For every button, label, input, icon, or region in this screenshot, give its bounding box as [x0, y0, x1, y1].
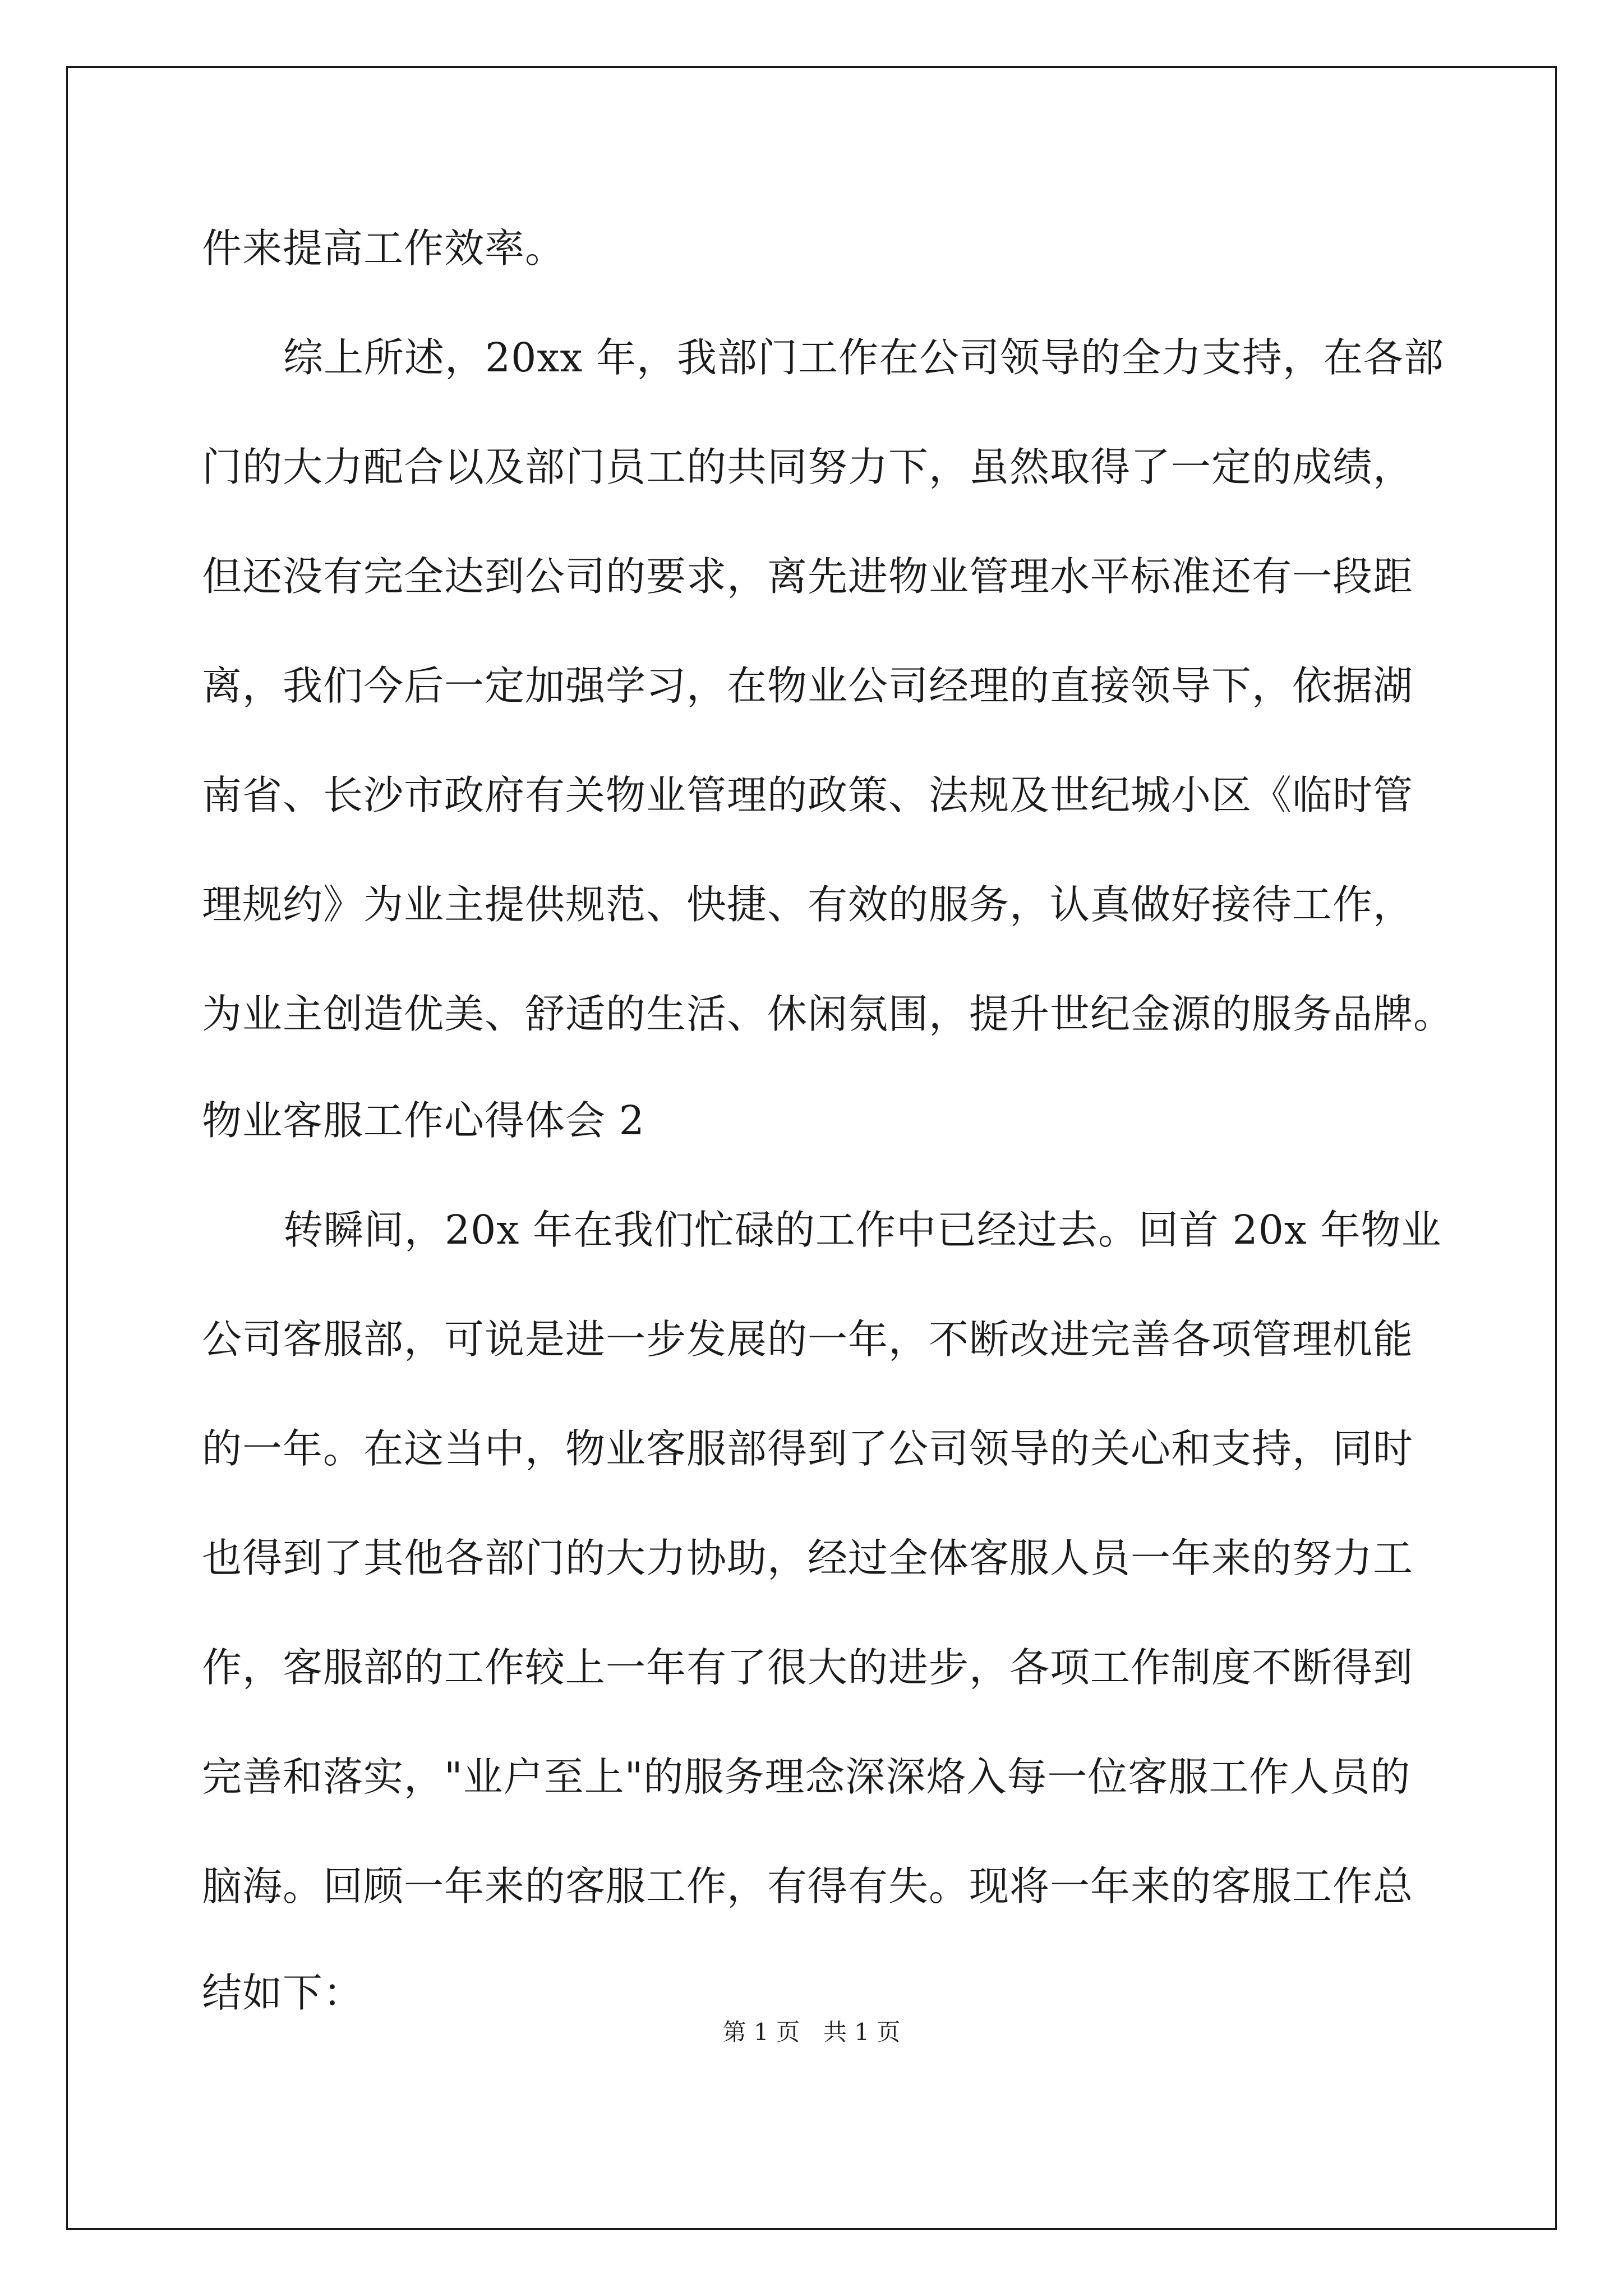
- text-line: 也得到了其他各部门的大力协助，经过全体客服人员一年来的努力工: [202, 1535, 1414, 1581]
- text-line: 结如下：: [202, 1970, 364, 2016]
- page-total: 共 1 页: [823, 2018, 901, 2046]
- text-line: 的一年。在这当中，物业客服部得到了公司领导的关心和支持，同时: [202, 1425, 1414, 1472]
- text-line: 综上所述，20xx 年，我部门工作在公司领导的全力支持，在各部: [283, 334, 1444, 381]
- section-heading: 物业客服工作心得体会 2: [202, 1097, 645, 1144]
- page-number: 第 1 页: [722, 2018, 800, 2046]
- text-line: 件来提高工作效率。: [202, 225, 566, 272]
- text-line: 离，我们今后一定加强学习，在物业公司经理的直接领导下，依据湖: [202, 662, 1414, 709]
- page-footer: [0, 2017, 1623, 2048]
- text-line: 但还没有完全达到公司的要求，离先进物业管理水平标准还有一段距: [202, 553, 1414, 600]
- text-line: 作，客服部的工作较上一年有了很大的进步，各项工作制度不断得到: [202, 1644, 1414, 1691]
- text-line: 为业主创造优美、舒适的生活、休闲氛围，提升世纪金源的服务品牌。: [202, 991, 1454, 1037]
- text-line: 转瞬间，20x 年在我们忙碌的工作中已经过去。回首 20x 年物业: [283, 1207, 1442, 1253]
- text-line: 完善和落实，"业户至上"的服务理念深深烙入每一位客服工作人员的: [202, 1754, 1411, 1800]
- text-line: 南省、长沙市政府有关物业管理的政策、法规及世纪城小区《临时管: [202, 772, 1414, 818]
- text-line: 门的大力配合以及部门员工的共同努力下，虽然取得了一定的成绩，: [202, 444, 1414, 490]
- text-line: 脑海。回顾一年来的客服工作，有得有失。现将一年来的客服工作总: [202, 1863, 1414, 1910]
- text-line: 公司客服部，可说是进一步发展的一年，不断改进完善各项管理机能: [202, 1316, 1414, 1363]
- text-line: 理规约》为业主提供规范、快捷、有效的服务，认真做好接待工作，: [202, 881, 1414, 928]
